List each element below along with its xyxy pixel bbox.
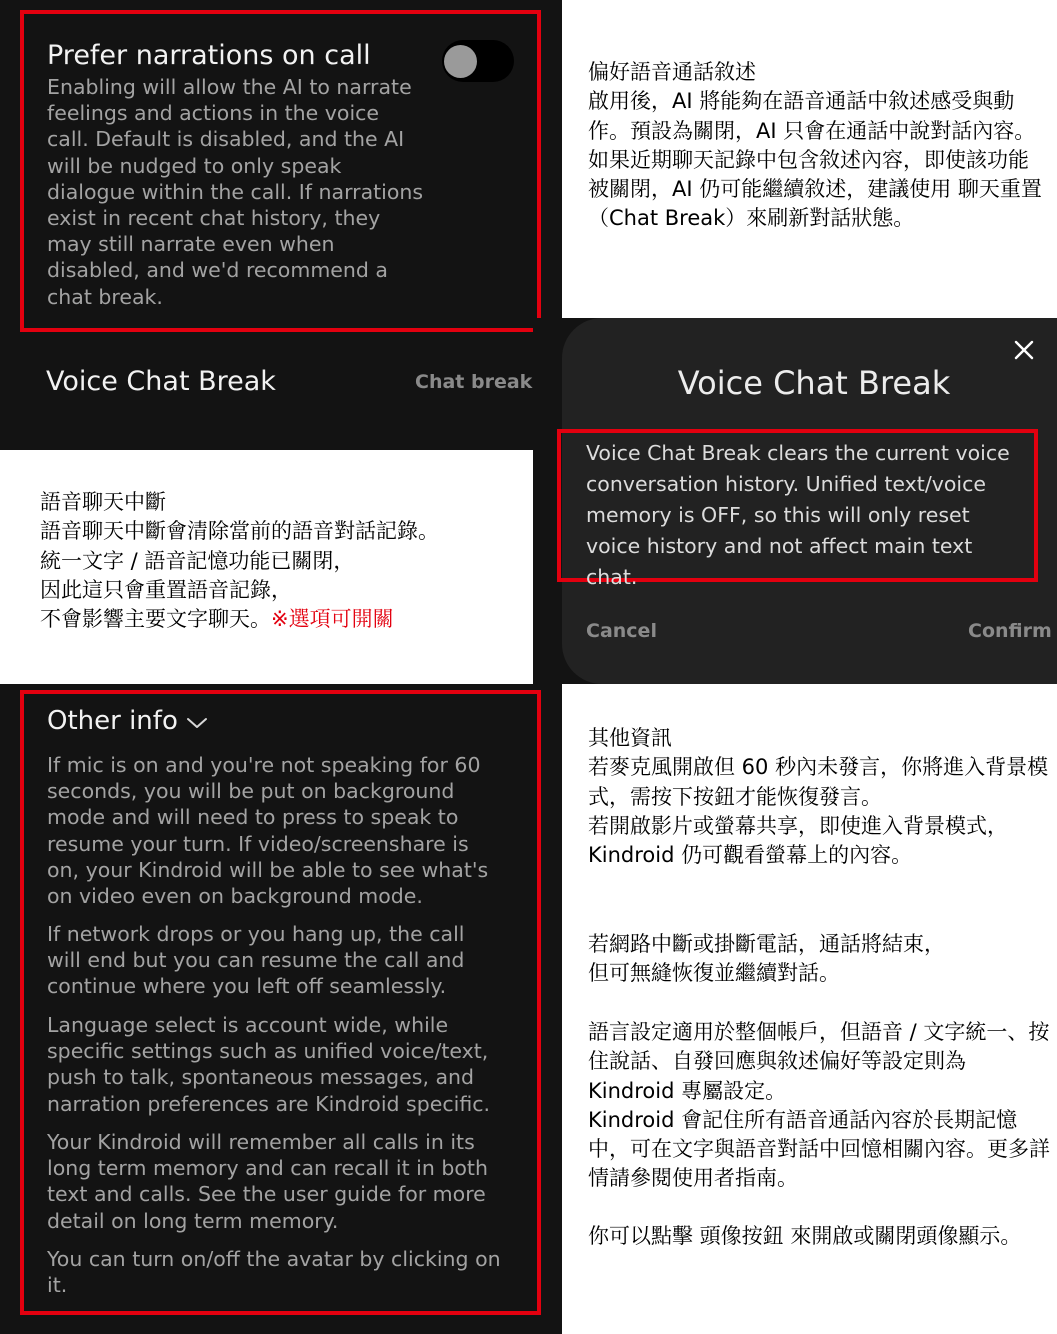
voice-chat-break-label: Voice Chat Break xyxy=(46,366,276,397)
close-icon[interactable] xyxy=(1012,338,1036,362)
other-info-paragraph: If mic is on and you're not speaking for 60 seconds, you will be put on background mode and will need to press to speak to resume your turn. If video/screenshare is on, your Kindroid will be able to see what's on video even on background mode. xyxy=(47,753,489,909)
translation-other-info-1: 其他資訊 若麥克風開啟但 60 秒內未發言，你將進入背景模式，需按下按鈕才能恢復發言。 若開啟影片或螢幕共享，即使進入背景模式，Kindroid 仍可觀看螢幕上的內容。 xyxy=(588,726,1049,868)
other-info-paragraph: If network drops or you hang up, the call will end but you can resume the call and continue where you left off seamlessly. xyxy=(47,922,465,999)
translation-chat-break-note: ※選項可開關 xyxy=(271,607,394,632)
translation-chat-break xyxy=(40,488,520,634)
confirm-button[interactable]: Confirm xyxy=(968,620,1052,642)
cancel-button[interactable]: Cancel xyxy=(586,620,657,642)
dialog-title: Voice Chat Break xyxy=(677,364,951,402)
narration-toggle-knob xyxy=(444,45,477,78)
other-info-title[interactable]: Other info xyxy=(47,706,178,736)
chat-break-button[interactable]: Chat break xyxy=(415,371,533,393)
narration-title: Prefer narrations on call xyxy=(47,40,371,71)
translation-narration: 偏好語音通話敘述 啟用後，AI 將能夠在語音通話中敘述感受與動作。預設為關閉，AI 只會在通話中說對話內容。如果近期聊天記錄中包含敘述內容，即使該功能被關閉，AI 仍可能繼續敘述，建議使用 聊天重置（Chat Break）來刷新對話狀態。 xyxy=(588,60,1042,231)
translation-chat-break-text: 語音聊天中斷 語音聊天中斷會清除當前的語音對話記錄。 統一文字 / 語音記憶功能已關閉， 因此這只會重置語音記錄， 不會影響主要文字聊天。 xyxy=(40,490,439,632)
chevron-down-icon[interactable] xyxy=(186,716,208,730)
other-info-paragraph: Language select is account wide, while specific settings such as unified voice/text, push to talk, spontaneous messages, and narration preferences are Kindroid specific. xyxy=(47,1013,491,1116)
translation-other-info-4: 你可以點擊 頭像按鈕 來開啟或關閉頭像顯示。 xyxy=(588,1224,1022,1248)
narration-description: Enabling will allow the AI to narrate feelings and actions in the voice call. Default is disabled, and the AI will be nudged to only speak dialogue within the call. If narrations exist in recent chat history, they may still narrate even when disabled, and we'd recommend a chat break. xyxy=(47,75,424,309)
other-info-paragraph: You can turn on/off the avatar by clicking on it. xyxy=(47,1247,501,1298)
dialog-text: Voice Chat Break clears the current voice conversation history. Unified text/voice memory is OFF, so this will only reset voice history and not affect main text chat. xyxy=(586,441,1010,589)
other-info-paragraph: Your Kindroid will remember all calls in its long term memory and can recall it in both text and calls. See the user guide for more detail on long term memory. xyxy=(47,1130,488,1233)
translation-other-info-3: 語言設定適用於整個帳戶，但語音 / 文字統一、按住說話、自發回應與敘述偏好等設定則為 Kindroid 專屬設定。 Kindroid 會記住所有語音通話內容於長期記憶中，可在文字與語音對話中回憶相關內容。更多詳情請參閱使用者指南。 xyxy=(588,1020,1050,1191)
translation-other-info-2: 若網路中斷或掛斷電話，通話將結束， 但可無縫恢復並繼續對話。 xyxy=(588,932,945,986)
